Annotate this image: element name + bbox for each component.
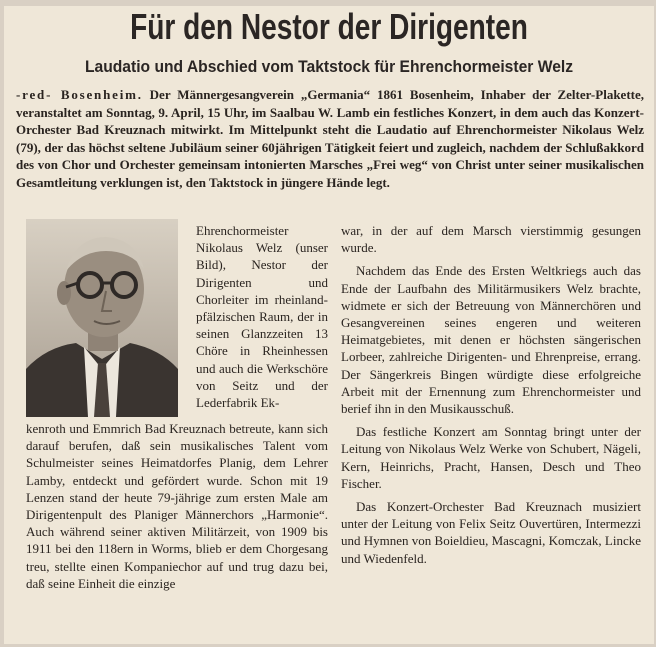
headline: Für den Nestor der Dirigenten — [130, 6, 528, 47]
body-paragraph-1b: kenroth und Emmrich Bad Kreuznach betreute, kann sich darauf berufen, daß sein musikalisches Talent vom Schulmeister seines Heimatdorfes Planig, dem Lehrer Lamby, entdeckt und gefördert wurde. Schon mit 19 Lenzen stand der heute 79-jährige zum ersten Male am Dirigentenpult des Planiger Männerchors „Harmonie“. Auch während seiner aktiven Militärzeit, von 1909 bis 1911 bei den 118ern in Worms, blieb er dem Chorgesang treu, stellte einen Kompaniechor auf und trug dazu bei, daß seine Einheit die einzige — [26, 421, 328, 591]
subheadline: Laudatio und Abschied vom Taktstock für Ehrenchormeister Welz — [84, 57, 574, 76]
body-paragraph-2: war, in der auf dem Marsch vierstimmig gesungen wurde. — [341, 223, 641, 256]
portrait-image — [26, 219, 178, 417]
newspaper-clipping — [4, 6, 654, 644]
column-left-below-photo — [26, 420, 328, 592]
body-paragraph-3: Nachdem das Ende des Ersten Weltkriegs auch das Ende der Laufbahn des Militärmusikers Welz brachte, widmete er sich der Betreuung von Männerchören und Gesangvereinen seines engeren und weiteren Heimatgebietes, mit denen er höchsten sängerischen Lorbeer, zahlreiche Dirigenten- und Ehrenpreise, errang. Der Sängerkreis Bingen würdigte diese erfolgreiche Arbeit mit der Ernennung zum Ehrenchormeister und berief ihn in den Musikausschuß. — [341, 263, 641, 417]
body-paragraph-1a: Ehrenchormeister Nikolaus Welz (unser Bild), Nestor der Dirigenten und Chorleiter im rheinland-pfälzischen Raum, der in seinen Glanzzeiten 13 Chöre in Rheinhessen und auch die Werkschöre von Seitz und der Lederfabrik Ek- — [196, 223, 328, 411]
lead-dateline: -red- Bosenheim. — [16, 87, 143, 102]
body-paragraph-5: Das Konzert-Orchester Bad Kreuznach musiziert unter der Leitung von Felix Seitz Ouvertüren, Intermezzi und Hymnen von Boieldieu, Mascagni, Komczak, Lincke und Wiedenfeld. — [341, 499, 642, 566]
column-left-beside-photo — [196, 222, 328, 411]
portrait-photo — [26, 219, 178, 417]
lead-paragraph — [16, 86, 644, 192]
body-paragraph-4: Das festliche Konzert am Sonntag bringt unter der Leitung von Nikolaus Welz Werke von Schubert, Nägeli, Kern, Heinrichs, Pracht, Hansen, Desch und Theo Fischer. — [341, 424, 641, 491]
column-right — [341, 222, 641, 573]
lead-text: Der Männergesangverein „Germania“ 1861 Bosenheim, Inhaber der Zelter-Plakette, veranstaltet am Sonntag, 9. April, 15 Uhr, im Saalbau W. Lamb ein festliches Konzert, in dem auch das Konzert-Orchester Bad Kreuznach mitwirkt. Im Mittelpunkt steht die Laudatio auf Ehrenchormeister Nikolaus Welz (79), der das höchst seltene Jubiläum seiner 60jährigen Tätigkeit feiert und zugleich, nachdem der Schlußakkord des von Chor und Orchester gemeinsam intonierten Marsches „Frei weg“ von Christ unter seiner musikalischen Gesamtleitung verklungen ist, den Taktstock in jüngere Hände legt. — [16, 87, 644, 190]
